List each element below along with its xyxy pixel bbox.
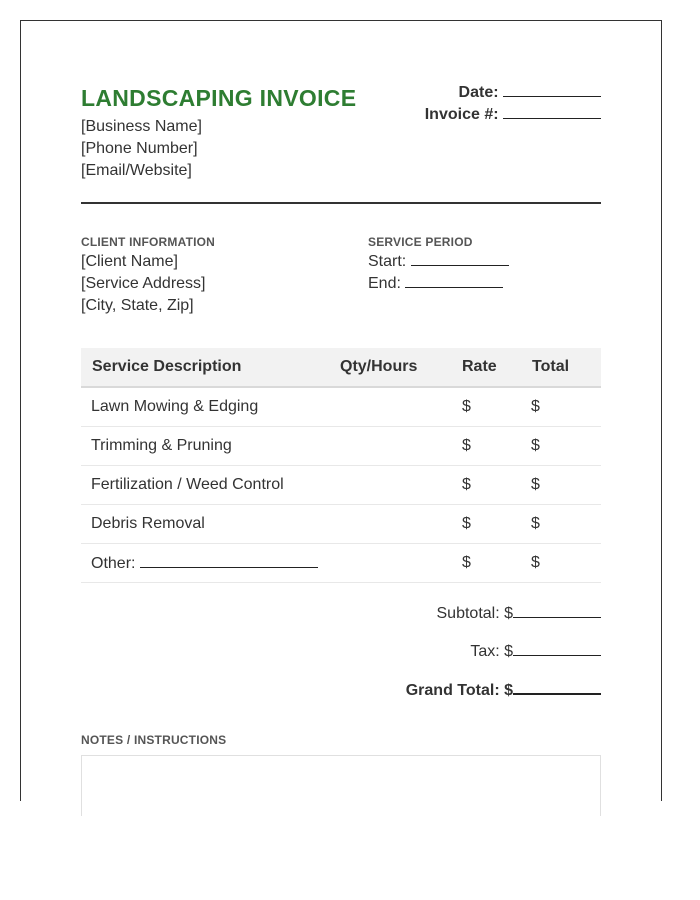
other-label: Other:	[91, 555, 136, 572]
service-description: Debris Removal	[81, 505, 329, 544]
qty-cell[interactable]	[329, 544, 452, 583]
rate-cell[interactable]: $	[452, 466, 521, 505]
services-table	[81, 348, 601, 583]
service-description: Fertilization / Weed Control	[81, 466, 329, 505]
table-row	[81, 466, 601, 505]
subtotal-row	[406, 603, 601, 641]
rate-cell[interactable]: $	[452, 544, 521, 583]
business-email-field[interactable]: [Email/Website]	[81, 162, 192, 179]
totals-block	[406, 603, 601, 717]
column-header-total: Total	[521, 348, 601, 387]
table-row	[81, 427, 601, 466]
qty-cell[interactable]	[329, 387, 452, 427]
invoice-number-label: Invoice #:	[424, 106, 499, 123]
invoice-title: LANDSCAPING INVOICE	[81, 85, 357, 111]
rate-cell[interactable]: $	[452, 505, 521, 544]
total-cell[interactable]: $	[521, 544, 601, 583]
invoice-number-field[interactable]	[503, 104, 601, 119]
column-header-qty: Qty/Hours	[329, 348, 452, 387]
tax-label: Tax: $	[470, 643, 513, 660]
end-row	[368, 273, 509, 295]
header-divider	[81, 202, 601, 204]
date-field[interactable]	[503, 82, 601, 97]
start-date-field[interactable]	[411, 251, 509, 266]
column-header-description: Service Description	[81, 348, 329, 387]
subtotal-label: Subtotal: $	[436, 605, 513, 622]
invoice-sheet	[20, 20, 662, 801]
table-header-row	[81, 348, 601, 387]
grand-total-field[interactable]	[513, 679, 601, 695]
total-cell[interactable]: $	[521, 505, 601, 544]
service-address-field[interactable]: [Service Address]	[81, 275, 206, 292]
rate-cell[interactable]: $	[452, 387, 521, 427]
qty-cell[interactable]	[329, 466, 452, 505]
client-information	[81, 235, 215, 317]
start-row	[368, 251, 509, 273]
invoice-meta	[425, 82, 601, 126]
date-row	[425, 82, 601, 104]
business-info	[81, 116, 202, 182]
end-label: End:	[368, 275, 401, 292]
notes-label: NOTES / INSTRUCTIONS	[81, 733, 227, 747]
subtotal-field[interactable]	[513, 603, 601, 618]
business-name-field[interactable]: [Business Name]	[81, 118, 202, 135]
end-date-field[interactable]	[405, 273, 503, 288]
total-cell[interactable]: $	[521, 466, 601, 505]
other-description-field[interactable]	[140, 553, 318, 568]
notes-textarea[interactable]	[81, 755, 601, 816]
table-row	[81, 505, 601, 544]
business-phone-field[interactable]: [Phone Number]	[81, 140, 198, 157]
client-info-label: CLIENT INFORMATION	[81, 235, 216, 249]
tax-row	[406, 641, 601, 679]
city-state-zip-field[interactable]: [City, State, Zip]	[81, 297, 194, 314]
total-cell[interactable]: $	[521, 387, 601, 427]
qty-cell[interactable]	[329, 427, 452, 466]
start-label: Start:	[368, 253, 407, 270]
grand-total-label: Grand Total: $	[405, 682, 513, 699]
qty-cell[interactable]	[329, 505, 452, 544]
service-description-other	[81, 544, 329, 583]
rate-cell[interactable]: $	[452, 427, 521, 466]
column-header-rate: Rate	[452, 348, 521, 387]
service-description: Trimming & Pruning	[81, 427, 329, 466]
service-period-label: SERVICE PERIOD	[368, 235, 473, 249]
date-label: Date:	[458, 84, 499, 101]
table-row	[81, 387, 601, 427]
client-name-field[interactable]: [Client Name]	[81, 253, 178, 270]
tax-field[interactable]	[513, 641, 601, 656]
table-row	[81, 544, 601, 583]
total-cell[interactable]: $	[521, 427, 601, 466]
service-description: Lawn Mowing & Edging	[81, 387, 329, 427]
grand-total-row	[406, 679, 601, 717]
invoice-number-row	[425, 104, 601, 126]
service-period	[368, 235, 509, 295]
